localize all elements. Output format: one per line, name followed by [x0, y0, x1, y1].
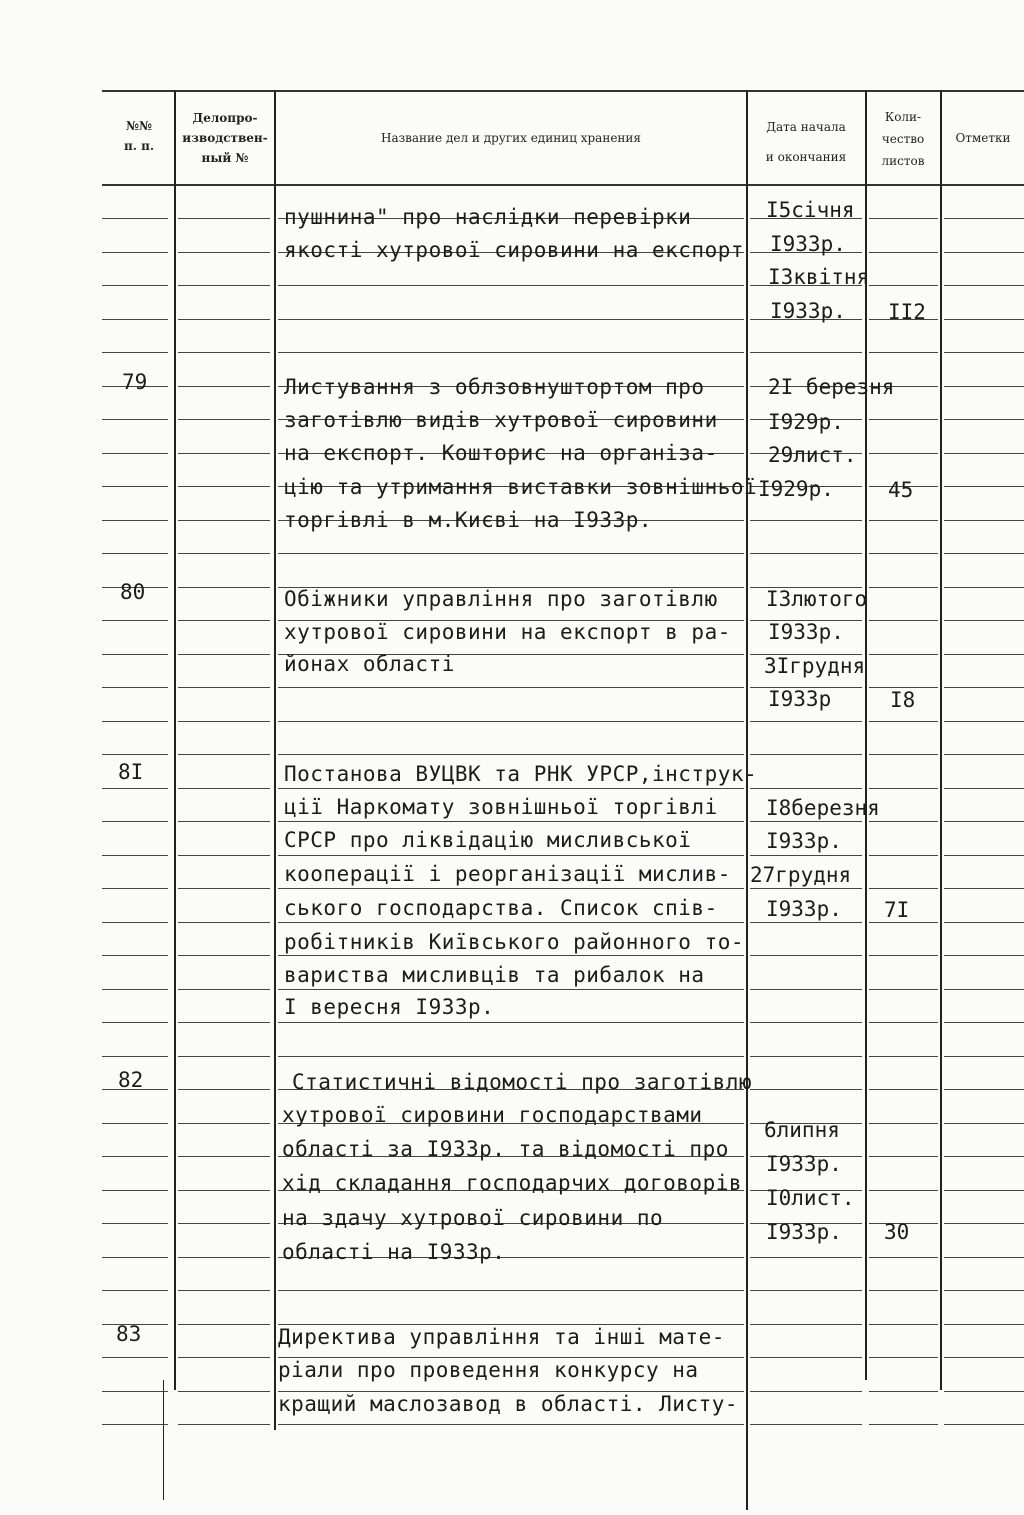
ruled-line — [102, 754, 168, 755]
ruled-line — [869, 218, 938, 219]
ruled-line — [944, 888, 1024, 889]
ruled-line — [944, 386, 1024, 387]
entry-sheet-count: ІІ2 — [888, 300, 926, 324]
column-divider-2 — [274, 90, 276, 1430]
ruled-line — [178, 252, 270, 253]
ruled-line — [178, 319, 270, 320]
ruled-line — [178, 386, 270, 387]
entry-title-line: хід складання господарчих договорів — [282, 1171, 743, 1195]
entry-date: І3лютого — [766, 587, 868, 611]
ruled-line — [278, 821, 744, 822]
ruled-line — [869, 419, 938, 420]
ruled-line — [869, 989, 938, 990]
ruled-line — [178, 1223, 270, 1224]
ruled-line — [102, 821, 168, 822]
header-col-count — [866, 106, 940, 172]
header-col-num-line1: №№ — [125, 119, 153, 133]
ruled-line — [750, 1357, 862, 1358]
ruled-line — [102, 1223, 168, 1224]
entry-date: І8березня — [766, 796, 880, 820]
entry-number: 80 — [120, 580, 146, 604]
ruled-line — [944, 1424, 1024, 1425]
entry-date: 3Ігрудня — [764, 654, 866, 678]
ruled-line — [178, 285, 270, 286]
ruled-line — [944, 1324, 1024, 1325]
ruled-line — [102, 1357, 168, 1358]
entry-sheet-count: 45 — [888, 478, 914, 502]
ruled-line — [278, 285, 744, 286]
entry-title-line: на здачу хутрової сировини по — [282, 1206, 664, 1230]
ruled-line — [869, 888, 938, 889]
entry-title-line: робітників Київського районного то- — [284, 930, 745, 954]
entry-title-line: Обіжники управління про заготівлю — [284, 587, 718, 611]
ruled-line — [102, 721, 168, 722]
ruled-line — [278, 989, 744, 990]
ruled-line — [750, 553, 862, 554]
ruled-line — [278, 922, 744, 923]
ruled-line — [750, 955, 862, 956]
ruled-line — [869, 654, 938, 655]
ruled-line — [178, 520, 270, 521]
ruled-line — [750, 352, 862, 353]
entry-date: І933р. — [766, 897, 842, 921]
column-divider-5 — [940, 90, 942, 1390]
entry-title-line: хутрової сировини на експорт в ра- — [284, 620, 731, 644]
ruled-line — [869, 620, 938, 621]
ruled-line — [102, 1424, 168, 1425]
ruled-line — [869, 1257, 938, 1258]
entry-title-line: йонах області — [284, 652, 455, 676]
ruled-line — [178, 1056, 270, 1057]
ruled-line — [278, 352, 744, 353]
entry-sheet-count: І8 — [890, 688, 916, 712]
ruled-line — [869, 721, 938, 722]
entry-date: І933р. — [766, 829, 842, 853]
entry-title-line: ції Наркомату зовнішньої торгівлі — [284, 795, 718, 819]
header-top-rule — [102, 90, 1024, 92]
header-col-title — [276, 128, 746, 148]
entry-date: І5січня — [766, 198, 855, 222]
ruled-line — [178, 453, 270, 454]
ruled-line — [178, 754, 270, 755]
ruled-line — [944, 821, 1024, 822]
ruled-line — [178, 888, 270, 889]
header-bottom-rule — [102, 184, 1024, 186]
ruled-line — [750, 922, 862, 923]
entry-date: І933р. — [766, 1152, 842, 1176]
header-col-num — [104, 116, 174, 156]
ruled-line — [944, 587, 1024, 588]
entry-number: 8І — [118, 760, 144, 784]
header-col-notes-text: Отметки — [955, 131, 1011, 145]
ruled-line — [750, 888, 862, 889]
ruled-line — [944, 285, 1024, 286]
ruled-line — [750, 1257, 862, 1258]
ruled-line — [869, 788, 938, 789]
entry-title-line: торгівлі в м.Києві на І933р. — [284, 508, 653, 532]
entry-title-line: СРСР про ліквідацію мисливської — [284, 828, 692, 852]
ruled-line — [102, 553, 168, 554]
ruled-line — [869, 1022, 938, 1023]
entry-title-line: області за І933р. та відомості про — [282, 1137, 729, 1161]
ruled-line — [944, 1089, 1024, 1090]
ruled-line — [102, 888, 168, 889]
entry-title-line: на експорт. Кошторис на організа- — [284, 441, 718, 465]
ruled-line — [278, 1022, 744, 1023]
ruled-line — [178, 1324, 270, 1325]
ruled-line — [869, 1357, 938, 1358]
ruled-line — [278, 687, 744, 688]
entry-sheet-count: 7І — [884, 898, 910, 922]
ruled-line — [102, 1190, 168, 1191]
ruled-line — [178, 821, 270, 822]
ruled-line — [750, 821, 862, 822]
ruled-line — [178, 1156, 270, 1157]
ruled-line — [102, 352, 168, 353]
ruled-line — [944, 319, 1024, 320]
ruled-line — [102, 486, 168, 487]
header-col-office — [176, 108, 274, 168]
ruled-line — [102, 453, 168, 454]
ruled-line — [750, 788, 862, 789]
ruled-line — [869, 1123, 938, 1124]
header-col-dates-line1: Дата начала — [766, 120, 846, 134]
entry-number: 79 — [122, 370, 148, 394]
ruled-line — [944, 922, 1024, 923]
ruled-line — [944, 754, 1024, 755]
ruled-line — [278, 1424, 744, 1425]
ruled-line — [178, 352, 270, 353]
ruled-line — [869, 587, 938, 588]
ruled-line — [944, 553, 1024, 554]
entry-title-line: Статистичні відомості про заготівлю — [292, 1070, 753, 1094]
ruled-line — [278, 721, 744, 722]
ruled-line — [102, 520, 168, 521]
ruled-line — [178, 922, 270, 923]
ruled-line — [944, 1190, 1024, 1191]
ruled-line — [869, 553, 938, 554]
ruled-line — [944, 721, 1024, 722]
ruled-line — [278, 319, 744, 320]
ruled-line — [178, 1089, 270, 1090]
entry-title-line: хутрової сировини господарствами — [282, 1103, 703, 1127]
entry-date: 6липня — [764, 1118, 840, 1142]
ruled-line — [178, 1123, 270, 1124]
ruled-line — [944, 1391, 1024, 1392]
ruled-line — [178, 1022, 270, 1023]
ruled-line — [178, 1290, 270, 1291]
ruled-line — [102, 989, 168, 990]
ruled-line — [102, 252, 168, 253]
ruled-line — [278, 855, 744, 856]
ruled-line — [944, 955, 1024, 956]
ruled-line — [869, 1424, 938, 1425]
ruled-line — [750, 520, 862, 521]
ruled-line — [178, 989, 270, 990]
entry-date: І933р — [768, 687, 832, 711]
entry-title-line: кращий маслозавод в області. Листу- — [278, 1392, 739, 1416]
ruled-line — [102, 955, 168, 956]
ruled-line — [178, 553, 270, 554]
ruled-line — [944, 218, 1024, 219]
entry-title-line: ріали про проведення конкурсу на — [278, 1358, 699, 1382]
header-col-dates-line2: и окончания — [765, 150, 847, 164]
ruled-line — [178, 721, 270, 722]
entry-date: І929р. — [758, 477, 834, 501]
ruled-line — [750, 1391, 862, 1392]
column-divider-1 — [174, 90, 176, 1390]
ruled-line — [869, 1056, 938, 1057]
ruled-line — [869, 252, 938, 253]
entry-number: 83 — [116, 1322, 142, 1346]
ruled-line — [102, 1056, 168, 1057]
ruled-line — [102, 687, 168, 688]
ruled-line — [944, 1056, 1024, 1057]
entry-date: І0лист. — [766, 1186, 855, 1210]
ruled-line — [869, 821, 938, 822]
header-col-notes — [942, 128, 1024, 148]
entry-title-line: Директива управління та інші мате- — [278, 1325, 725, 1349]
column-divider-3 — [746, 90, 748, 1510]
entry-title-line: Постанова ВУЦВК та РНК УРСР,інструк- — [284, 762, 758, 786]
ruled-line — [178, 1424, 270, 1425]
entry-title-line: вариства мисливців та рибалок на — [284, 963, 705, 987]
ruled-line — [869, 955, 938, 956]
ruled-line — [278, 1056, 744, 1057]
ruled-line — [869, 1190, 938, 1191]
header-col-office-line2: изводствен- — [182, 131, 268, 145]
header-col-dates — [748, 112, 864, 172]
header-col-office-line1: Делопро- — [192, 111, 258, 125]
ruled-line — [750, 1089, 862, 1090]
ruled-line — [944, 1257, 1024, 1258]
ruled-line — [750, 721, 862, 722]
entry-date: І933р. — [770, 232, 846, 256]
header-col-title-text: Название дел и других единиц хранения — [380, 131, 641, 145]
ruled-line — [178, 788, 270, 789]
ruled-line — [178, 654, 270, 655]
ruled-line — [178, 1257, 270, 1258]
entry-title-line: Листування з облзовнуштортом про — [284, 375, 705, 399]
ruled-line — [178, 419, 270, 420]
ruled-line — [102, 218, 168, 219]
ruled-line — [944, 788, 1024, 789]
entry-date: І3квітня — [768, 265, 870, 289]
ruled-line — [102, 1123, 168, 1124]
entry-number: 82 — [118, 1068, 144, 1092]
ruled-line — [750, 1324, 862, 1325]
ruled-line — [178, 486, 270, 487]
entry-title-line: заготівлю видів хутрової сировини — [284, 408, 718, 432]
ruled-line — [178, 855, 270, 856]
ruled-line — [750, 754, 862, 755]
ruled-line — [944, 1123, 1024, 1124]
ruled-line — [750, 855, 862, 856]
ruled-line — [102, 1156, 168, 1157]
ruled-line — [178, 1190, 270, 1191]
entry-date: І929р. — [768, 410, 844, 434]
entry-date: І933р. — [770, 299, 846, 323]
header-col-num-line2: п. п. — [123, 139, 155, 153]
ruled-line — [944, 654, 1024, 655]
ruled-line — [944, 486, 1024, 487]
entry-date: 29лист. — [768, 443, 857, 467]
header-col-count-line3: листов — [881, 154, 925, 168]
ruled-line — [944, 1022, 1024, 1023]
ruled-line — [178, 1391, 270, 1392]
ruled-line — [869, 1391, 938, 1392]
ruled-line — [944, 855, 1024, 856]
ruled-line — [102, 620, 168, 621]
header-col-count-line1: Коли- — [884, 110, 922, 124]
ruled-line — [102, 1257, 168, 1258]
ruled-line — [178, 955, 270, 956]
ruled-line — [944, 453, 1024, 454]
left-margin-line — [163, 1380, 164, 1500]
ruled-line — [869, 754, 938, 755]
ruled-line — [278, 955, 744, 956]
ruled-line — [944, 419, 1024, 420]
ruled-line — [944, 352, 1024, 353]
ruled-line — [178, 687, 270, 688]
ruled-line — [102, 855, 168, 856]
entry-sheet-count: 30 — [884, 1220, 910, 1244]
ruled-line — [102, 1022, 168, 1023]
ruled-line — [869, 1290, 938, 1291]
ruled-line — [869, 1156, 938, 1157]
entry-date: І933р. — [768, 620, 844, 644]
ruled-line — [102, 1391, 168, 1392]
ruled-line — [944, 1156, 1024, 1157]
entry-title-line: якості хутрової сировини на експорт — [284, 238, 745, 262]
ruled-line — [278, 553, 744, 554]
ruled-line — [178, 587, 270, 588]
entry-date: І933р. — [766, 1220, 842, 1244]
ruled-line — [102, 922, 168, 923]
ruled-line — [869, 1089, 938, 1090]
ruled-line — [178, 218, 270, 219]
ruled-line — [102, 319, 168, 320]
ruled-line — [278, 754, 744, 755]
header-col-office-line3: ный № — [201, 151, 249, 165]
ruled-line — [944, 989, 1024, 990]
ruled-line — [869, 453, 938, 454]
ruled-line — [102, 419, 168, 420]
ruled-line — [869, 520, 938, 521]
entry-title-line: І вересня І933р. — [284, 995, 495, 1019]
ruled-line — [178, 620, 270, 621]
ruled-line — [102, 285, 168, 286]
entry-date: 2І березня — [768, 375, 895, 399]
ruled-line — [944, 687, 1024, 688]
entry-title-line: кооперації і реорганізації мислив- — [284, 862, 731, 886]
ruled-line — [278, 888, 744, 889]
entry-title-line: області на І933р. — [282, 1240, 506, 1264]
ruled-line — [102, 654, 168, 655]
ruled-line — [869, 352, 938, 353]
ruled-line — [869, 1324, 938, 1325]
ruled-line — [869, 285, 938, 286]
entry-title-line: пушнина" про наслідки перевірки — [284, 205, 692, 229]
ruled-line — [944, 620, 1024, 621]
ruled-line — [944, 252, 1024, 253]
ruled-line — [278, 788, 744, 789]
ruled-line — [750, 989, 862, 990]
entry-date: 27грудня — [750, 863, 852, 887]
ruled-line — [944, 1357, 1024, 1358]
ruled-line — [102, 788, 168, 789]
ruled-line — [869, 855, 938, 856]
ruled-line — [750, 1022, 862, 1023]
header-col-count-line2: чество — [881, 132, 925, 146]
ruled-line — [102, 1290, 168, 1291]
ruled-line — [944, 1223, 1024, 1224]
ruled-line — [750, 1056, 862, 1057]
entry-title-line: цію та утримання виставки зовнішньої — [284, 475, 758, 499]
ruled-line — [750, 1424, 862, 1425]
entry-title-line: ського господарства. Список спів- — [284, 896, 718, 920]
ruled-line — [944, 520, 1024, 521]
ruled-line — [944, 1290, 1024, 1291]
ruled-line — [278, 1290, 744, 1291]
ruled-line — [178, 1357, 270, 1358]
ruled-line — [750, 1290, 862, 1291]
